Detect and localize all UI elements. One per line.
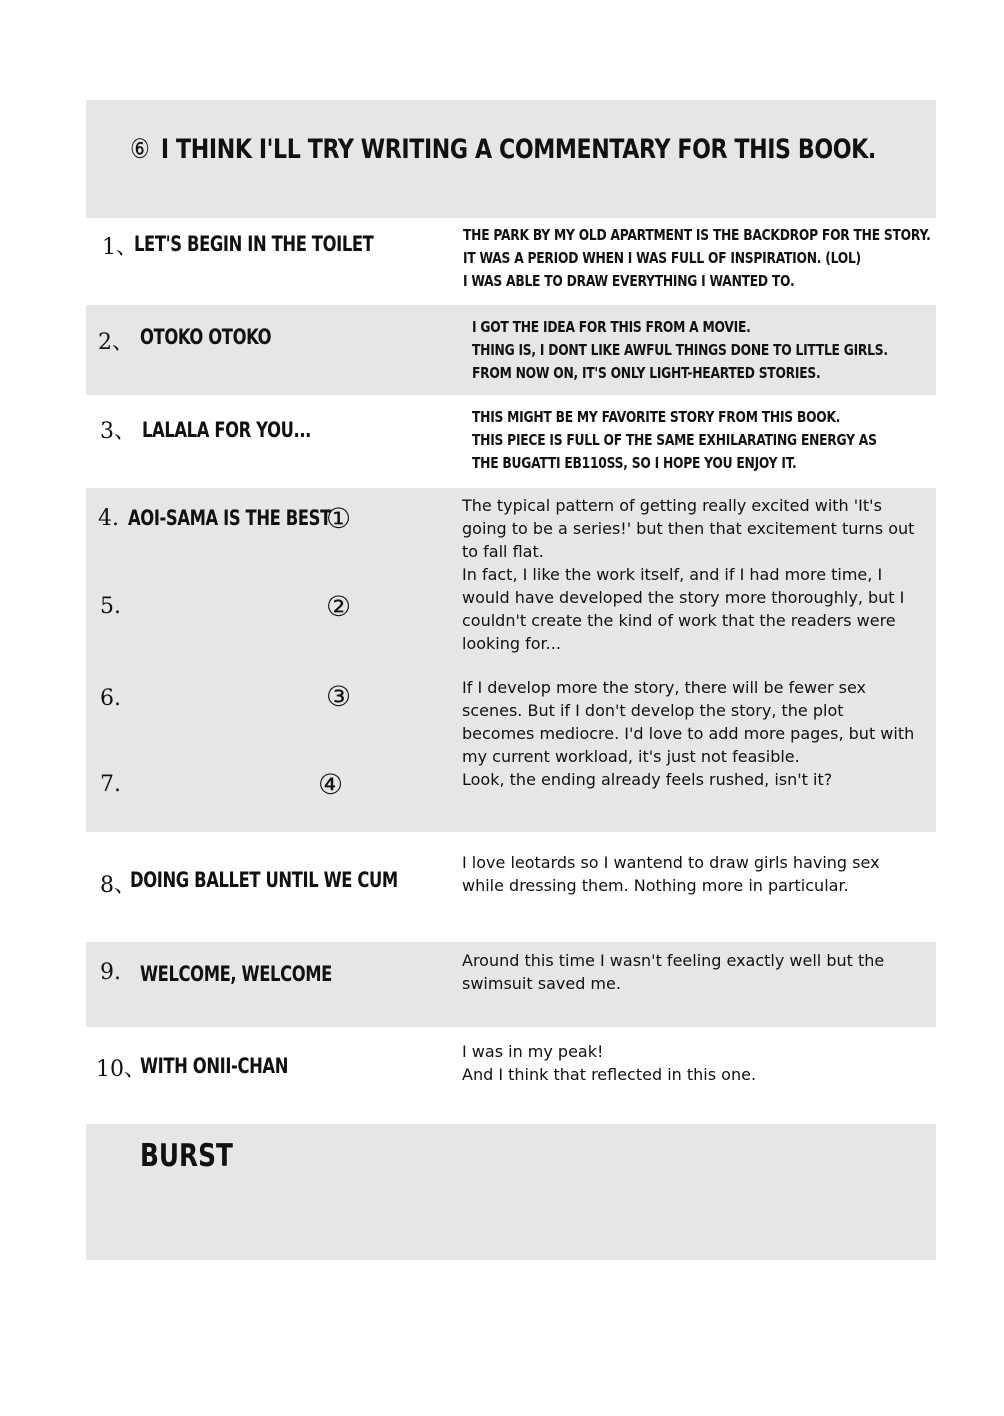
part-marker: ①: [326, 502, 352, 535]
page-title-text: I THINK I'LL TRY WRITING A COMMENTARY FOR THIS BOOK.: [160, 134, 876, 165]
entry-title: LET'S BEGIN IN THE TOILET: [134, 232, 374, 256]
entry-number: 6.: [100, 686, 121, 711]
entry-number: 8、: [100, 873, 136, 898]
entry-number: 10、: [96, 1057, 146, 1082]
entry-comment: I GOT THE IDEA FOR THIS FROM A MOVIE. THING IS, I DONT LIKE AWFUL THINGS DONE TO LITTLE GIRLS. FROM NOW ON, IT'S ONLY LIGHT-HEARTED STORIES.: [472, 318, 888, 382]
entry-title: DOING BALLET UNTIL WE CUM: [130, 868, 398, 892]
entry-number: 2、: [98, 330, 134, 355]
entry-comment: The typical pattern of getting really excited with 'It's going to be a series!' but then that excitement turns out to fall flat. In fact, I like the work itself, and if I had more time, I would have developed the story more thoroughly, but I couldn't create the kind of work that the readers were looking for...: [462, 496, 915, 653]
entry-title: AOI-SAMA IS THE BEST: [128, 506, 331, 530]
entry-number: 7.: [100, 772, 121, 797]
entry-title: LALALA FOR YOU...: [142, 418, 312, 442]
entry-number: 9.: [100, 960, 121, 985]
entry-comment: I was in my peak! And I think that reflected in this one.: [462, 1042, 757, 1084]
entry-number: 3、: [100, 419, 136, 444]
page-title: [130, 134, 876, 165]
entry-title: OTOKO OTOKO: [140, 325, 272, 349]
entry-comment: Around this time I wasn't feeling exactly well but the swimsuit saved me.: [462, 951, 885, 993]
entry-number: 4.: [98, 506, 119, 531]
part-marker: ④: [318, 768, 344, 801]
entry-comment: THE PARK BY MY OLD APARTMENT IS THE BACKDROP FOR THE STORY. IT WAS A PERIOD WHEN I WAS FULL OF INSPIRATION. (LOL) I WAS ABLE TO DRAW EVERYTHING I WANTED TO.: [463, 226, 931, 290]
burst-heading: BURST: [140, 1138, 233, 1174]
entry-comment: THIS MIGHT BE MY FAVORITE STORY FROM THIS BOOK. THIS PIECE IS FULL OF THE SAME EXHILARATING ENERGY AS THE BUGATTI EB110SS, SO I HOPE YOU ENJOY IT.: [472, 408, 877, 472]
entry-title: WELCOME, WELCOME: [140, 962, 332, 986]
section-marker: ⑥: [130, 134, 150, 165]
entry-title: WITH ONII-CHAN: [140, 1054, 289, 1078]
entry-number: 5.: [100, 594, 121, 619]
part-marker: ③: [326, 680, 352, 713]
entry-number: 1、: [102, 235, 138, 260]
entry-comment: If I develop more the story, there will be fewer sex scenes. But if I don't develop the story, the plot becomes mediocre. I'd love to add more pages, but with my current workload, it's just not feasible. Look, the ending already feels rushed, isn't it?: [462, 678, 915, 789]
entry-comment: I love leotards so I wantend to draw girls having sex while dressing them. Nothing more in particular.: [462, 853, 880, 895]
part-marker: ②: [326, 590, 352, 623]
